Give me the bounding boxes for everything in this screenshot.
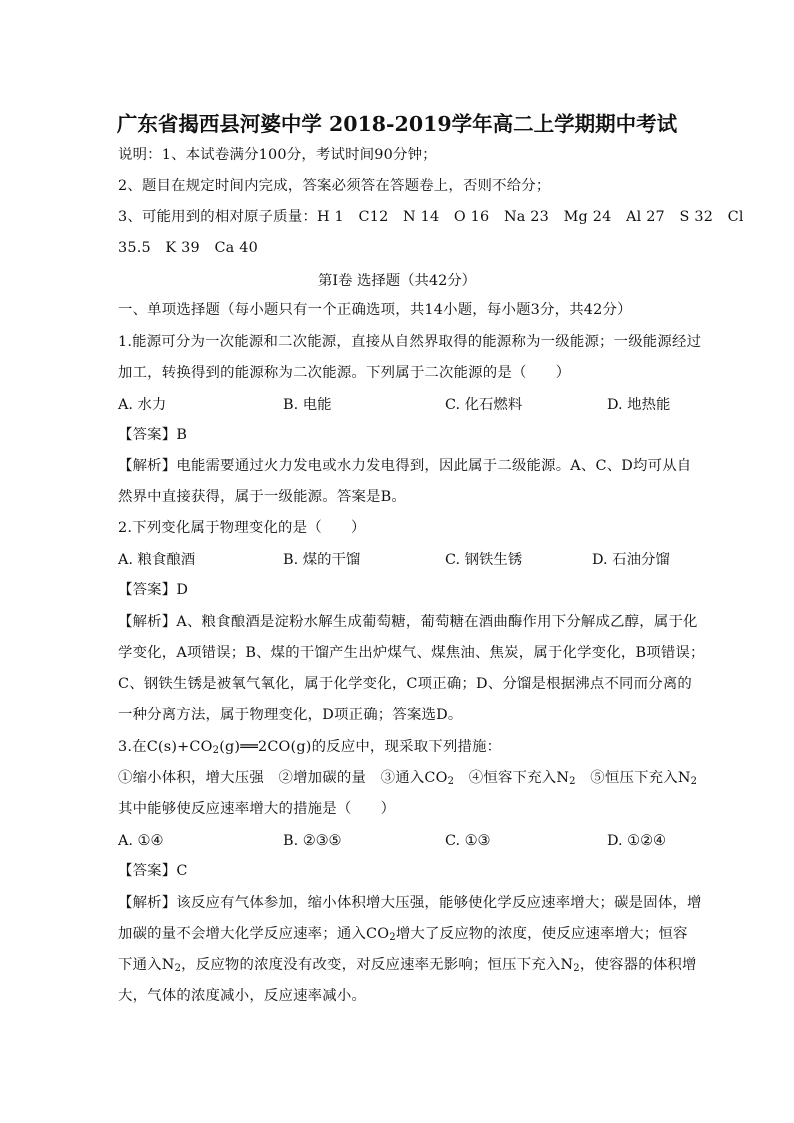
question-1-analysis: 然界中直接获得，属于一级能源。答案是B。	[118, 489, 406, 505]
instruction-line: 35.5 K 39 Ca 40	[118, 240, 258, 256]
question-2-analysis: 【解析】A、粮食酿酒是淀粉水解生成葡萄糖，葡萄糖在酒曲酶作用下分解成乙醇，属于化	[118, 614, 698, 630]
analysis-text: ，反应物的浓度没有改变，对反应速率无影响；恒压下充入N	[181, 957, 574, 973]
question-3-stem-end: 其中能够使反应速率增大的措施是（ ）	[118, 801, 396, 817]
question-3-analysis: 大，气体的浓度减小，反应速率减小。	[118, 988, 367, 1004]
question-1-option-d: D. 地热能	[607, 397, 671, 413]
stem-text: 2CO(g)的反应中，现采取下列措施：	[257, 739, 502, 755]
instruction-line: 3、可能用到的相对原子质量：H 1 C12 N 14 O 16 Na 23 Mg 24 Al 27 S 32 Cl	[118, 209, 744, 225]
question-3-answer: 【答案】C	[118, 863, 188, 879]
question-2-option-d: D. 石油分馏	[592, 552, 670, 568]
question-3-option-a: A. ①④	[118, 833, 164, 849]
question-2-analysis: 一种分离方法，属于物理变化，D项正确；答案选D。	[118, 707, 463, 723]
question-1-option-b: B. 电能	[283, 397, 332, 413]
exam-title: 广东省揭西县河婆中学 2018-2019学年高二上学期期中考试	[116, 112, 678, 136]
measure-text: ①缩小体积，增大压强 ②增加碳的量 ③通入CO	[118, 770, 448, 786]
instruction-line: 说明：1、本试卷满分100分，考试时间90分钟；	[118, 147, 437, 163]
question-2-option-c: C. 钢铁生锈	[445, 552, 523, 568]
section-title: 第Ⅰ卷 选择题（共42分）	[317, 273, 477, 289]
subscript: 2	[212, 745, 220, 756]
question-3-option-c: C. ①③	[445, 833, 491, 849]
question-3-measures	[118, 768, 697, 788]
question-2-stem: 2.下列变化属于物理变化的是（ ）	[118, 520, 366, 536]
question-1-stem: 1.能源可分为一次能源和二次能源，直接从自然界取得的能源称为一级能源；一级能源经过	[118, 334, 702, 350]
question-3-option-d: D. ①②④	[607, 833, 666, 849]
subscript: 2	[447, 776, 455, 787]
subscript: 2	[569, 776, 576, 787]
subscript: 2	[174, 963, 182, 974]
question-1-option-c: C. 化石燃料	[445, 397, 523, 413]
question-2-option-b: B. 煤的干馏	[283, 552, 361, 568]
question-3-analysis	[118, 924, 688, 944]
analysis-text: 下通入N	[118, 957, 175, 973]
stem-text: 3.在C(s)+CO	[118, 739, 213, 755]
question-3-analysis	[118, 955, 697, 975]
question-3-option-b: B. ②③⑤	[283, 833, 342, 849]
question-1-analysis: 【解析】电能需要通过火力发电或水力发电得到，因此属于二级能源。A、C、D均可从自	[118, 458, 692, 474]
measure-text: ⑤恒压下充入N	[575, 770, 691, 786]
question-2-analysis: 学变化，A项错误；B、煤的干馏产生出炉煤气、煤焦油、焦炭，属于化学变化，B项错误；	[118, 645, 705, 661]
part-title: 一、单项选择题（每小题只有一个正确选项，共14小题，每小题3分，共42分）	[118, 302, 632, 318]
subscript: 2	[690, 776, 698, 787]
equilibrium-arrow: ══	[240, 739, 258, 755]
analysis-text: 增大了反应物的浓度，使反应速率增大；恒容	[395, 926, 688, 942]
question-1-answer: 【答案】B	[118, 427, 188, 443]
stem-text: (g)	[219, 739, 241, 755]
question-3-stem	[118, 737, 501, 757]
question-1-option-a: A. 水力	[118, 397, 167, 413]
question-1-stem: 加工，转换得到的能源称为二次能源。下列属于二次能源的是（ ）	[118, 365, 571, 381]
measure-text: ④恒容下充入N	[454, 770, 570, 786]
question-2-answer: 【答案】D	[118, 582, 189, 598]
subscript: 2	[389, 932, 396, 943]
question-3-analysis: 【解析】该反应有气体参加，缩小体积增大压强，能够使化学反应速率增大；碳是固体，增	[118, 895, 702, 911]
question-2-option-a: A. 粮食酿酒	[118, 552, 196, 568]
question-2-analysis: C、钢铁生锈是被氧气氧化，属于化学变化，C项正确；D、分馏是根据沸点不同而分离的	[118, 676, 693, 692]
subscript: 2	[573, 963, 580, 974]
analysis-text: ，使容器的体积增	[579, 957, 697, 973]
instruction-line: 2、题目在规定时间内完成，答案必须答在答题卷上，否则不给分；	[118, 178, 551, 194]
analysis-text: 加碳的量不会增大化学反应速率；通入CO	[118, 926, 390, 942]
